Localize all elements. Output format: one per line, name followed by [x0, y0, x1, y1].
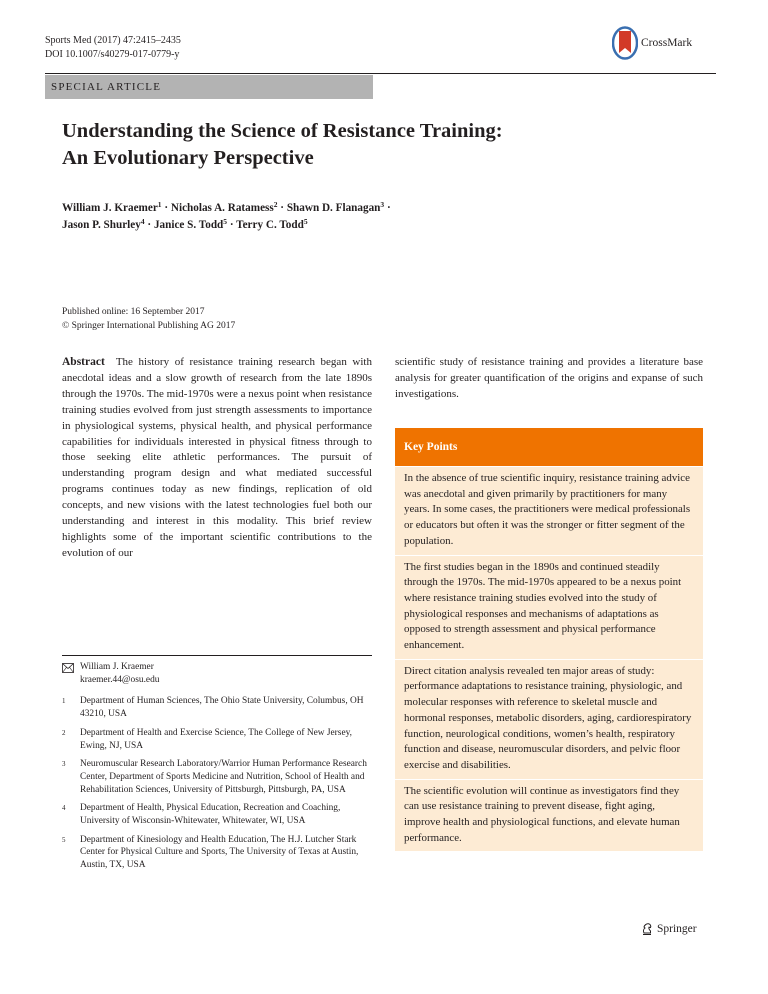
- affiliation-item: [62, 727, 372, 752]
- abstract-left-column: [62, 355, 372, 562]
- title-line-1: Understanding the Science of Resistance Training:: [62, 120, 503, 142]
- publisher-name: Springer: [657, 923, 697, 935]
- published-online-date: Published online: 16 September 2017: [62, 307, 205, 317]
- affiliation-item: [62, 802, 372, 827]
- key-point-item: In the absence of true scientific inquiry, resistance training advice was anecdotal and given primarily by practitioners for many years. In some cases, the practitioners were medical professionals or educators but often it was the stronger or fitter segment of the population.: [395, 466, 703, 555]
- abstract-text: The history of resistance training research began with anecdotal ideas and a slow growth of research from the late 1890s through the 1970s. The mid-1970s were a nexus point when resistance training studies evolved from just strength assessments to importance in physiological systems, physical health, and physical performance capabilities for individuals interested in physical fitness through to those seeking elite athletic performances. The pursuit of understanding program design and what mediated successful programs continues today as new findings, replication of old concepts, and new visions with the latest technologies fuel both our understanding and interest in this modality. This brief review highlights some of the important scientific contributions to the evolution of our: [62, 356, 372, 559]
- author-affiliation-mark: 2: [273, 200, 278, 209]
- author-list: [62, 200, 682, 234]
- author-separator: ·: [384, 202, 391, 214]
- affiliation-item: [62, 695, 372, 720]
- crossmark-label: CrossMark: [641, 37, 693, 49]
- author-name[interactable]: Terry C. Todd: [236, 219, 304, 231]
- author-name[interactable]: Nicholas A. Ratamess: [170, 202, 274, 214]
- publication-info: [62, 305, 235, 333]
- affiliation-number: 3: [62, 760, 66, 769]
- author-separator: ·: [144, 219, 154, 231]
- correspondence-email[interactable]: kraemer.44@osu.edu: [80, 674, 160, 685]
- footnote-rule: [62, 655, 372, 656]
- affiliation-text: Department of Kinesiology and Health Education, The H.J. Lutcher Stark Center for Physical Culture and Sports, The University of Texas at Austin, Austin, TX, USA: [80, 834, 359, 871]
- author-separator: ·: [227, 219, 237, 231]
- affiliation-number: 5: [62, 835, 66, 844]
- author-name[interactable]: Shawn D. Flanagan: [286, 202, 381, 214]
- author-separator: ·: [277, 202, 287, 214]
- journal-volume-pages: Sports Med (2017) 47:2415–2435: [45, 35, 181, 46]
- key-points-header: Key Points: [395, 428, 703, 466]
- title-line-2: An Evolutionary Perspective: [62, 147, 314, 169]
- key-points-box: [395, 428, 703, 851]
- key-point-item: The scientific evolution will continue as investigators find they can use resistance training to prevent disease, fight aging, improve health and physiological functions, and elevate human performance.: [395, 779, 703, 852]
- affiliation-number: 1: [62, 697, 66, 706]
- abstract-text-continued: scientific study of resistance training and provides a literature base analysis for greater quantification of the origins and expanse of such investigations.: [395, 356, 703, 400]
- doi[interactable]: DOI 10.1007/s40279-017-0779-y: [45, 49, 180, 60]
- article-title: [62, 118, 682, 172]
- section-label: SPECIAL ARTICLE: [45, 75, 373, 99]
- affiliation-number: 4: [62, 804, 66, 813]
- journal-citation: [45, 34, 181, 62]
- correspondence-name: William J. Kraemer: [80, 662, 154, 672]
- abstract-right-column: [395, 355, 703, 403]
- affiliation-text: Department of Human Sciences, The Ohio State University, Columbus, OH 43210, USA: [80, 696, 364, 720]
- author-separator: ·: [161, 202, 171, 214]
- affiliation-item: [62, 758, 372, 796]
- affiliation-text: Department of Health, Physical Education, Recreation and Coaching, University of Wisconsin-Whitewater, Whitewater, WI, USA: [80, 803, 341, 827]
- author-name[interactable]: Jason P. Shurley: [62, 219, 141, 231]
- author-line-1: [62, 200, 682, 217]
- footnotes: [62, 661, 372, 878]
- envelope-icon: [62, 661, 80, 686]
- crossmark-icon: [612, 26, 638, 60]
- key-point-item: The first studies began in the 1890s and continued steadily through the 1970s. The mid-1970s appeared to be a nexus point where resistance training studies evolved into the study of physiological responses and mechanisms of adaptations as opposed to strength assessment and physical performance enhancement.: [395, 555, 703, 659]
- affiliation-text: Neuromuscular Research Laboratory/Warrior Human Performance Research Center, Department of Sports Medicine and Nutrition, School of Health and Rehabilitation Sciences, University of Pittsburgh, Pittsburgh, PA, USA: [80, 759, 367, 795]
- crossmark-badge[interactable]: [612, 26, 707, 60]
- springer-horse-icon: [640, 922, 654, 936]
- publisher-logo: [640, 922, 697, 936]
- key-point-item: Direct citation analysis revealed ten major areas of study: performance adaptations to resistance training, physiologic, and molecular responses with reference to skeletal muscle and hormonal responses, metabolic disorders, aging, cardiorespiratory function, neurological conditions, women’s health, respiratory function and disease, neuromuscular disorders, and pelvic floor exercise and disabilities.: [395, 659, 703, 779]
- author-name[interactable]: Janice S. Todd: [153, 219, 224, 231]
- author-affiliation-mark: 5: [223, 217, 228, 226]
- author-affiliation-mark: 3: [380, 200, 385, 209]
- affiliation-item: [62, 834, 372, 872]
- copyright-notice: © Springer International Publishing AG 2017: [62, 321, 236, 331]
- abstract-label: Abstract: [62, 356, 105, 368]
- author-name[interactable]: William J. Kraemer: [62, 202, 158, 214]
- affiliation-text: Department of Health and Exercise Science, The College of New Jersey, Ewing, NJ, USA: [80, 727, 353, 751]
- author-affiliation-mark: 4: [140, 217, 145, 226]
- author-affiliation-mark: 1: [157, 200, 162, 209]
- author-affiliation-mark: 5: [303, 217, 308, 226]
- correspondence-author: [62, 661, 372, 686]
- author-line-2: [62, 217, 682, 234]
- affiliation-number: 2: [62, 728, 66, 737]
